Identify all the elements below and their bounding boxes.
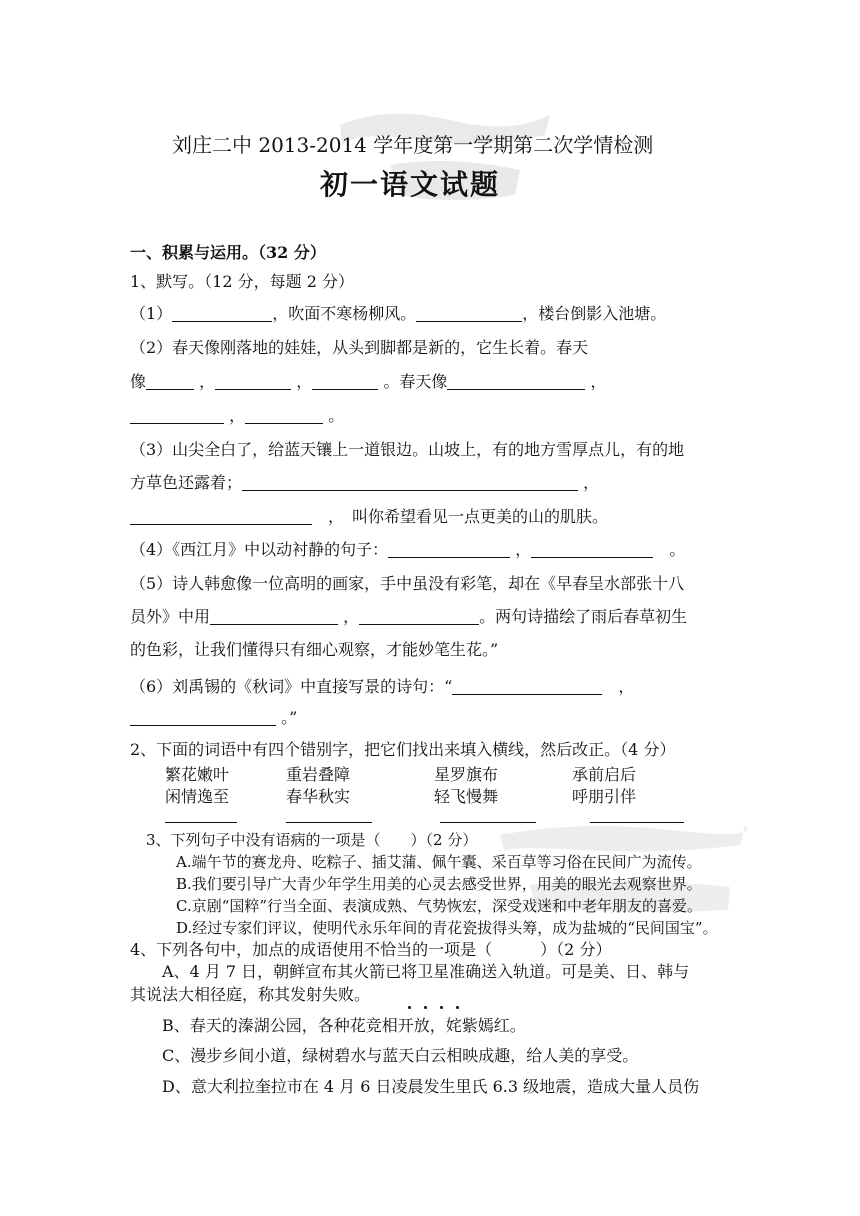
exam-title: 刘庄二中 2013-2014 学年度第一学期第二次学情检测 <box>172 133 654 157</box>
answer-blank[interactable] <box>359 608 479 625</box>
answer-blank[interactable] <box>130 508 312 525</box>
q1-item-3-line-1: （3）山尖全白了，给蓝天镶上一道银边。山坡上，有的地方雪厚点儿，有的地 <box>130 440 685 459</box>
answer-blank[interactable] <box>452 678 602 695</box>
answer-blank[interactable] <box>590 822 684 823</box>
answer-blank[interactable] <box>130 407 224 424</box>
q2-word: 春华秋实 <box>286 787 351 806</box>
emphasis-dot <box>456 1006 459 1009</box>
q2-word: 轻飞慢舞 <box>434 787 499 806</box>
exam-subtitle: 初一语文试题 <box>320 168 501 201</box>
q1-item-2-line-2: 像 ， ， 。春天像 ， <box>130 372 607 391</box>
question-2-title: 2、下面的词语中有四个错别字，把它们找出来填入横线，然后改正。（4 分） <box>130 740 676 759</box>
answer-blank[interactable] <box>242 474 578 491</box>
q1-item-3-line-2: 方草色还露着； ， <box>130 473 600 492</box>
q1-item-4: （4）《西江月》中以动衬静的句子： ， 。 <box>130 540 686 559</box>
q2-word: 重岩叠障 <box>286 765 351 784</box>
q1-item-5-line-1: （5）诗人韩愈像一位高明的画家，手中虽没有彩笔，却在《早春呈水部张十八 <box>130 574 685 593</box>
question-4-title: 4、下列各句中，加点的成语使用不恰当的一项是（ ）（2 分） <box>130 940 612 959</box>
q1-item-5-line-3: 的色彩，让我们懂得只有细心观察，才能妙笔生花。” <box>130 640 499 659</box>
answer-blank[interactable] <box>531 541 653 558</box>
q1-item-1: （1） ，吹面不寒杨柳风。 ，楼台倒影入池塘。 <box>130 304 667 323</box>
q1-item-3-line-3: ， 叫你希望看见一点更美的山的肌肤。 <box>130 507 608 527</box>
q2-word: 繁花嫩叶 <box>165 765 230 784</box>
answer-blank[interactable] <box>416 305 522 322</box>
answer-blank[interactable] <box>388 541 510 558</box>
answer-blank[interactable] <box>286 822 372 823</box>
q3-option-d: D.经过专家们评议，使明代永乐年间的青花瓷拔得头筹，成为盐城的“民间国宝”。 <box>176 919 718 937</box>
q4-option-c: C、漫步乡间小道，绿树碧水与蓝天白云相映成趣，给人美的享受。 <box>162 1046 639 1065</box>
q2-word: 星罗旗布 <box>434 765 499 784</box>
answer-blank[interactable] <box>146 373 194 390</box>
answer-blank[interactable] <box>312 373 378 390</box>
answer-blank[interactable] <box>210 608 338 625</box>
q3-option-a: A.端午节的赛龙舟、吃粽子、插艾蒲、佩午囊、采百草等习俗在民间广为流传。 <box>176 853 702 871</box>
q2-word: 呼朋引伴 <box>572 787 637 806</box>
emphasis-dot <box>424 1006 427 1009</box>
answer-blank[interactable] <box>165 822 237 823</box>
emphasis-dot <box>440 1006 443 1009</box>
q1-item-2-line-1: （2）春天像刚落地的娃娃，从头到脚都是新的，它生长着。春天 <box>130 338 589 357</box>
q1-item-6-line-2: 。” <box>130 708 297 728</box>
q2-word: 闲情逸至 <box>165 787 230 806</box>
answer-blank[interactable] <box>215 373 291 390</box>
q2-word: 承前启后 <box>572 765 637 784</box>
emphasis-dot <box>408 1006 411 1009</box>
answer-blank[interactable] <box>245 407 323 424</box>
q3-option-c: C.京剧“国粹”行当全面、表演成熟、气势恢宏，深受戏迷和中老年朋友的喜爱。 <box>176 897 703 915</box>
q1-item-6-line-1: （6）刘禹锡的《秋词》中直接写景的诗句：“ ， <box>130 677 635 696</box>
question-1-title: 1、默写。（12 分，每题 2 分） <box>130 272 354 291</box>
q1-item-2-line-3: ， 。 <box>130 406 344 426</box>
scan-smudge <box>330 95 560 225</box>
q4-option-a-line-1: A、4 月 7 日，朝鲜宣布其火箭已将卫星准确送入轨道。可是美、日、韩与 <box>162 962 690 981</box>
q3-option-b: B.我们要引导广大青少年学生用美的心灵去感受世界，用美的眼光去观察世界。 <box>176 875 702 893</box>
q1-item-5-line-2: 员外》中用 ， 。两句诗描绘了雨后春草初生 <box>130 607 688 626</box>
answer-blank[interactable] <box>440 822 536 823</box>
question-3-title: 3、下列句子中没有语病的一项是（ ）（2 分） <box>146 831 478 849</box>
section-heading: 一、积累与运用。（32 分） <box>130 243 326 262</box>
answer-blank[interactable] <box>172 305 272 322</box>
q4-option-a-line-2: 其说法大相径庭，称其发射失败。 <box>130 985 371 1004</box>
q4-option-b: B、春天的溱湖公园，各种花竞相开放，姹紫嫣红。 <box>162 1016 526 1035</box>
answer-blank[interactable] <box>130 709 276 726</box>
q4-option-d: D、意大利拉奎拉市在 4 月 6 日凌晨发生里氏 6.3 级地震，造成大量人员伤 <box>162 1077 700 1096</box>
answer-blank[interactable] <box>447 373 585 390</box>
